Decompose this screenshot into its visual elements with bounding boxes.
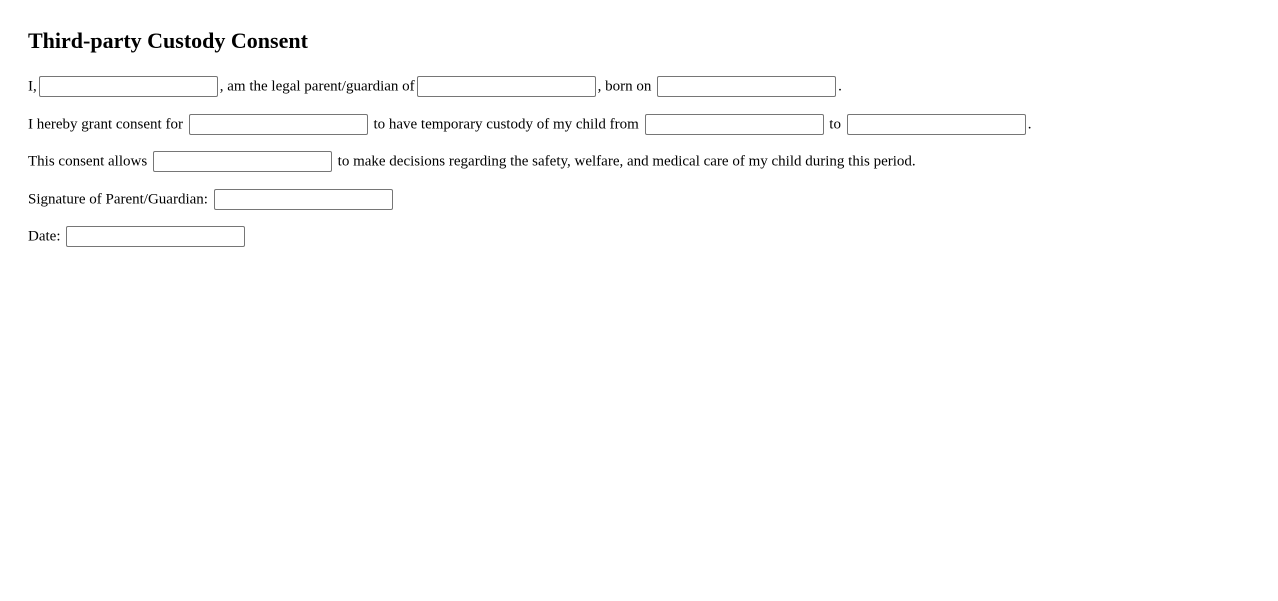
parent-declaration-line	[28, 75, 1278, 98]
child-name-input[interactable]	[417, 76, 596, 97]
grant-end: .	[1027, 116, 1032, 133]
decision-maker-input[interactable]	[153, 151, 332, 172]
allows-suffix: to make decisions regarding the safety, welfare, and medical care of my child during this period.	[337, 153, 916, 170]
grant-middle: to have temporary custody of my child from	[373, 116, 639, 133]
grant-to-text: to	[829, 116, 841, 133]
custody-end-date-input[interactable]	[847, 114, 1026, 135]
declaration-middle: , am the legal parent/guardian of	[219, 78, 415, 95]
birth-date-input[interactable]	[657, 76, 836, 97]
signature-label: Signature of Parent/Guardian:	[28, 191, 208, 208]
born-on-text: , born on	[597, 78, 652, 95]
custodian-name-input[interactable]	[189, 114, 368, 135]
decision-consent-line	[28, 150, 1278, 173]
signature-line	[28, 188, 1278, 211]
declaration-end: .	[838, 78, 842, 95]
allows-prefix: This consent allows	[28, 153, 148, 170]
grant-prefix: I hereby grant consent for	[28, 116, 183, 133]
declaration-prefix: I,	[28, 78, 37, 95]
parent-name-input[interactable]	[39, 76, 218, 97]
consent-form-page	[0, 0, 1278, 248]
date-label: Date:	[28, 228, 61, 245]
date-input[interactable]	[66, 226, 245, 247]
custody-start-date-input[interactable]	[645, 114, 824, 135]
custody-grant-line	[28, 113, 1278, 136]
page-title: Third-party Custody Consent	[28, 28, 308, 53]
date-line	[28, 225, 1278, 248]
signature-input[interactable]	[214, 189, 393, 210]
